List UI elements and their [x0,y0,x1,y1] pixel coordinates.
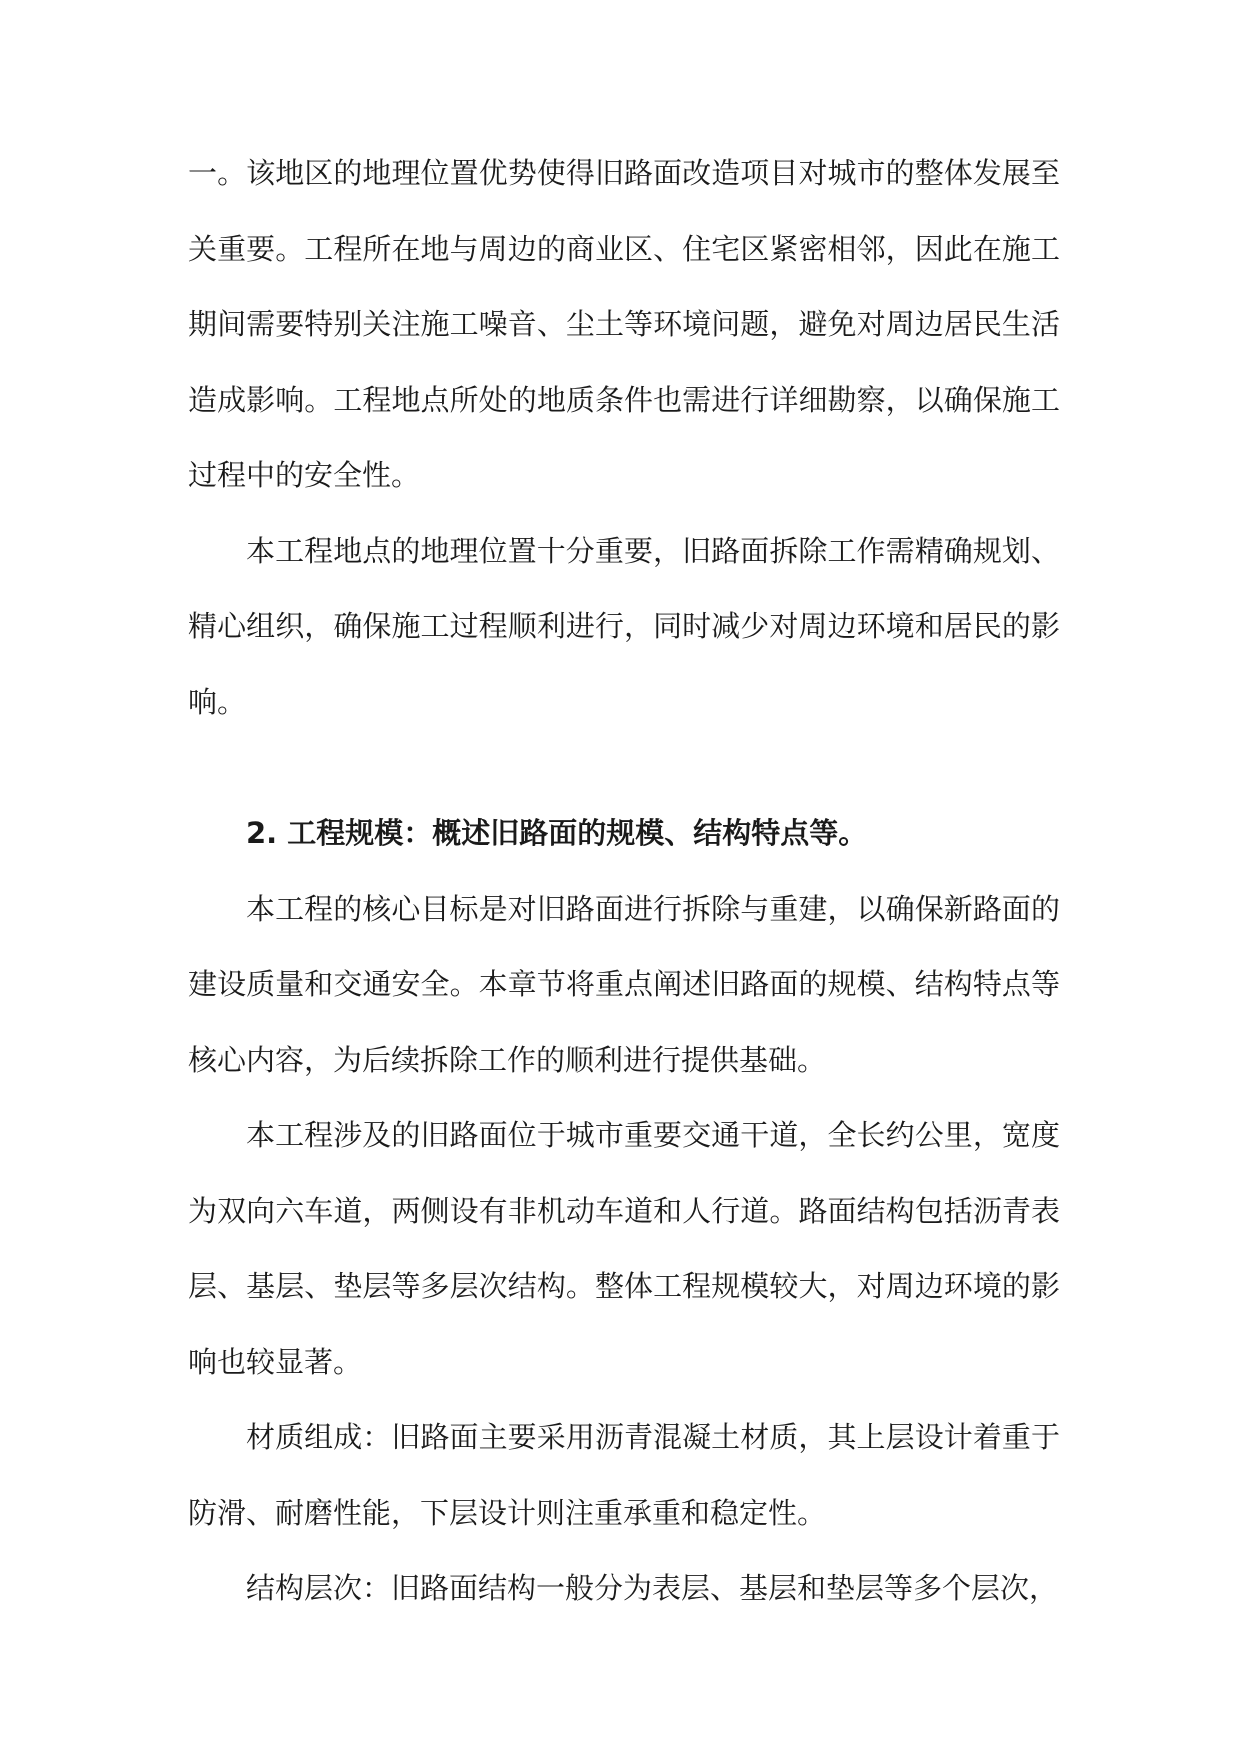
paragraph-core-goal: 本工程的核心目标是对旧路面进行拆除与重建，以确保新路面的建设质量和交通安全。本章节将重点阐述旧路面的规模、结构特点等核心内容，为后续拆除工作的顺利进行提供基础。 [188,891,1060,1077]
paragraph-location-continued: 一。该地区的地理位置优势使得旧路面改造项目对城市的整体发展至关重要。工程所在地与周边的商业区、住宅区紧密相邻，因此在施工期间需要特别关注施工噪音、尘土等环境问题，避免对周边居民生活造成影响。工程地点所处的地质条件也需进行详细勘察，以确保施工过程中的安全性。 [188,156,1060,492]
section-spacer [188,740,1060,796]
paragraph-road-scale: 本工程涉及的旧路面位于城市重要交通干道，全长约公里，宽度为双向六车道，两侧设有非机动车道和人行道。路面结构包括沥青表层、基层、垫层等多层次结构。整体工程规模较大，对周边环境的影响也较显著。 [188,1118,1060,1379]
section-heading-project-scale: 2. 工程规模：概述旧路面的规模、结构特点等。 [246,816,868,850]
document-page [188,136,1060,1627]
paragraph-material: 材质组成：旧路面主要采用沥青混凝土材质，其上层设计着重于防滑、耐磨性能，下层设计则注重承重和稳定性。 [188,1420,1060,1530]
paragraph-location-summary: 本工程地点的地理位置十分重要，旧路面拆除工作需精确规划、精心组织，确保施工过程顺利进行，同时减少对周边环境和居民的影响。 [188,533,1060,719]
paragraph-structure-layers: 结构层次：旧路面结构一般分为表层、基层和垫层等多个层次， [246,1571,1059,1605]
